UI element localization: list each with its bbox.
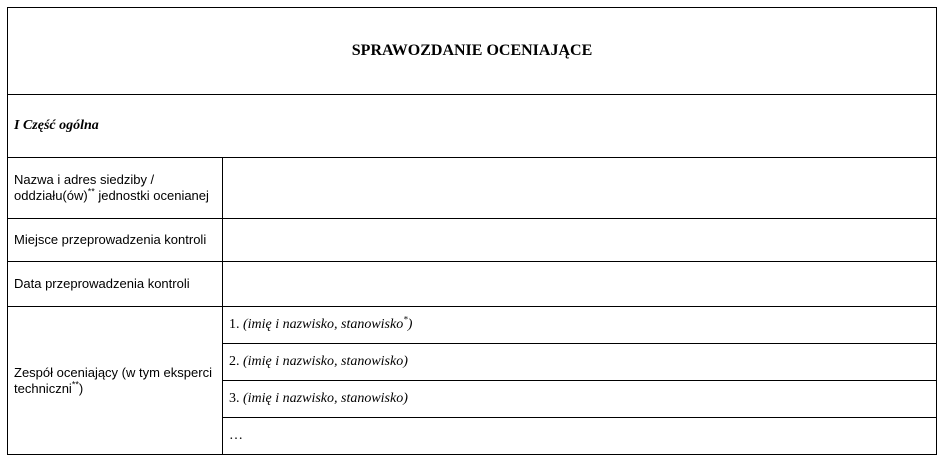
- footnote-marker: **: [71, 379, 79, 390]
- member-role-hint: (imię i nazwisko, stanowisko): [243, 354, 408, 369]
- team-member-field-more[interactable]: [223, 418, 937, 455]
- member-role-hint-close: ): [407, 317, 413, 332]
- name-address-label-text: Nazwa i adres siedziby / oddziału(ów): [14, 172, 155, 203]
- date-label: Data przeprowadzenia kontroli: [8, 262, 223, 307]
- section-row: [8, 95, 937, 158]
- assessment-report-form: [7, 7, 937, 455]
- section-heading: I Część ogólna: [8, 95, 937, 158]
- member-number: 1.: [229, 317, 243, 332]
- place-field[interactable]: [223, 219, 937, 262]
- name-address-row: [8, 158, 937, 219]
- name-address-field[interactable]: [223, 158, 937, 219]
- date-row: [8, 262, 937, 307]
- title-row: [8, 8, 937, 95]
- footnote-marker: **: [87, 186, 95, 197]
- place-row: [8, 219, 937, 262]
- ellipsis: …: [229, 428, 243, 443]
- team-label: [8, 307, 223, 455]
- member-role-hint: (imię i nazwisko, stanowisko: [243, 317, 404, 332]
- team-member-field-3[interactable]: [223, 381, 937, 418]
- document-title: SPRAWOZDANIE OCENIAJĄCE: [8, 8, 937, 95]
- member-number: 2.: [229, 354, 243, 369]
- footnote-marker: *: [403, 314, 408, 325]
- name-address-label: [8, 158, 223, 219]
- member-role-hint: (imię i nazwisko, stanowisko): [243, 391, 408, 406]
- name-address-label-text-end: jednostki ocenianej: [94, 188, 209, 203]
- member-number: 3.: [229, 391, 243, 406]
- place-label: Miejsce przeprowadzenia kontroli: [8, 219, 223, 262]
- team-member-field-1[interactable]: [223, 307, 937, 344]
- team-label-text: Zespół oceniający (w tym eksperci techniczni: [14, 364, 212, 396]
- date-field[interactable]: [223, 262, 937, 307]
- team-member-field-2[interactable]: [223, 344, 937, 381]
- team-label-text-end: ): [78, 380, 84, 396]
- team-member-row-1: [8, 307, 937, 344]
